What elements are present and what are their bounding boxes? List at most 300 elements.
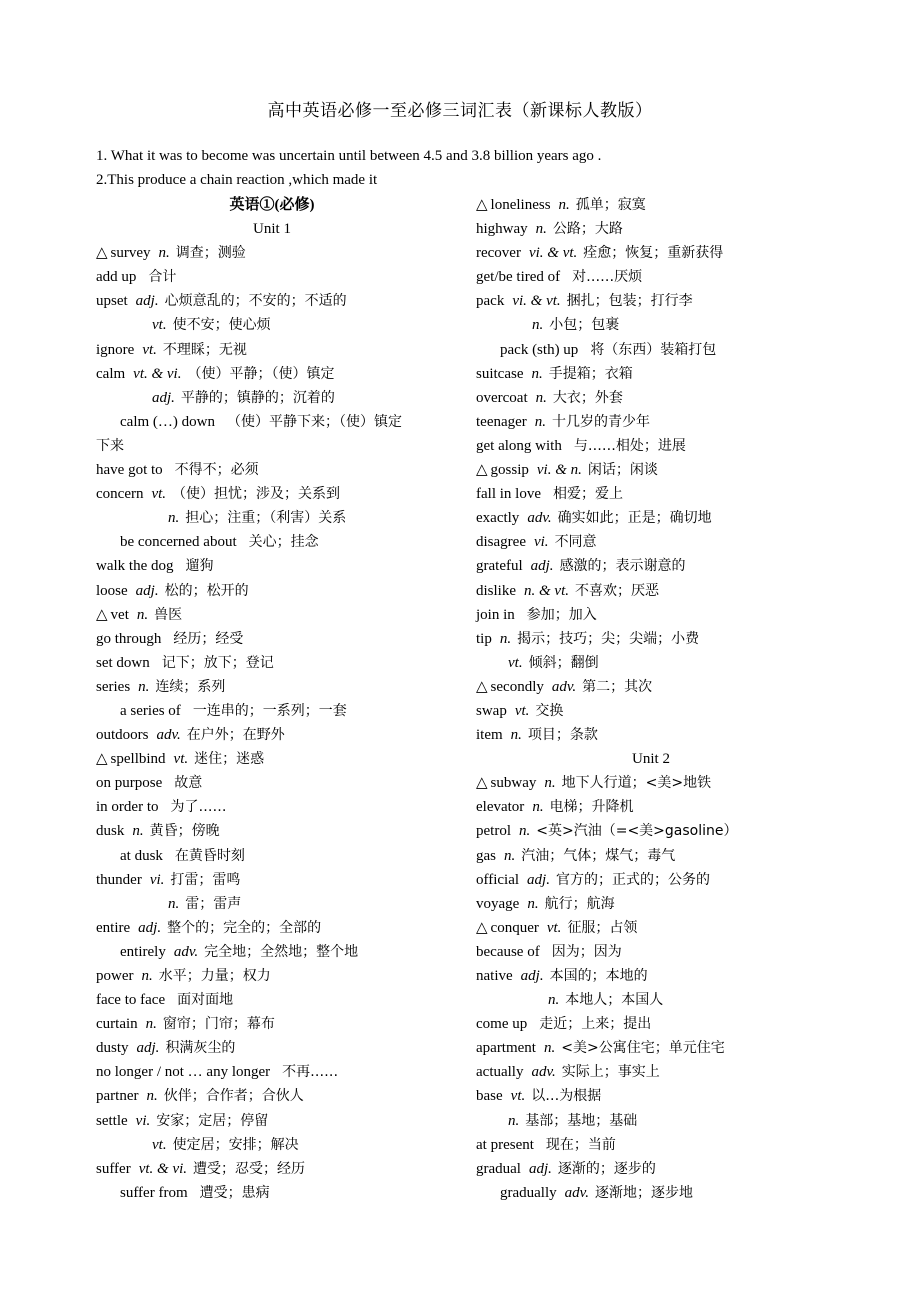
entry-definition: 对……厌烦 (572, 269, 643, 286)
triangle-mark-icon: △ (476, 775, 488, 792)
entry-definition: 松的；松开的 (164, 582, 249, 599)
vocab-entry (96, 916, 448, 940)
entry-word: dusty (96, 1040, 129, 1057)
entry-definition: <美>公寓住宅；单元住宅 (561, 1040, 725, 1057)
entry-definition: 故意 (174, 775, 203, 792)
entry-definition: 窗帘；门帘；幕布 (162, 1016, 275, 1033)
part-of-speech: n. (519, 823, 531, 840)
entry-word: curtain (96, 1016, 138, 1033)
entry-word: base (476, 1088, 503, 1105)
vocab-entry (476, 819, 826, 843)
part-of-speech: vi. & n. (536, 462, 582, 479)
part-of-speech: adj. (520, 968, 544, 984)
part-of-speech: adj. (135, 293, 159, 310)
vocab-entry (96, 482, 448, 506)
vocab-entry (476, 844, 826, 868)
entry-definition: （使）担忧；涉及；关系到 (172, 486, 341, 503)
vocab-entry (476, 289, 826, 313)
entry-definition: 一连串的；一系列；一套 (192, 702, 347, 719)
vocab-entry (476, 868, 826, 892)
vocab-entry (476, 651, 826, 675)
vocab-entry (96, 892, 448, 916)
part-of-speech: n. (132, 823, 144, 840)
part-of-speech: adj. (136, 1040, 160, 1057)
entry-word: pack (sth) up (500, 341, 579, 358)
part-of-speech: adj. (528, 1160, 552, 1177)
entry-definition: 担心；注重；（利害）关系 (185, 510, 347, 527)
vocab-entry (96, 434, 448, 458)
entry-word: grateful (476, 558, 523, 575)
part-of-speech: n. (534, 413, 547, 430)
vocab-entry (476, 579, 826, 603)
entry-definition: 将（东西）装箱打包 (590, 341, 717, 358)
entry-word: get/be tired of (476, 269, 561, 286)
entry-definition: 本国的；本地的 (549, 968, 648, 984)
entry-word: official (476, 871, 520, 888)
entry-word: overcoat (476, 389, 528, 406)
entry-word: settle (96, 1112, 128, 1129)
entry-word: gossip (490, 462, 529, 479)
vocab-entry (476, 386, 826, 410)
entry-definition: 相爱；爱上 (552, 486, 623, 503)
entry-word: exactly (476, 510, 520, 527)
entry-definition: 遛狗 (185, 558, 214, 575)
vocab-entry (476, 313, 826, 337)
page-title: 高中英语必修一至必修三词汇表（新课标人教版） (267, 101, 653, 121)
entry-word: ignore (96, 341, 135, 358)
entry-word: set down (96, 654, 150, 671)
vocab-entry (96, 603, 448, 627)
triangle-mark-icon: △ (96, 245, 108, 262)
part-of-speech: n. (138, 678, 150, 695)
entry-definition: 心烦意乱的；不安的；不适的 (164, 293, 347, 310)
vocab-entry (96, 771, 448, 795)
entry-definition: 揭示；技巧；尖；尖端；小费 (517, 630, 700, 647)
entry-definition: 下来 (96, 437, 124, 454)
triangle-mark-icon: △ (476, 462, 488, 479)
entry-definition: 本地人；本国人 (565, 992, 664, 1009)
vocab-entry (476, 675, 826, 699)
entry-definition: 闲话；闲谈 (587, 462, 658, 479)
entry-word: calm (…) down (120, 413, 215, 430)
entry-word: native (476, 968, 513, 984)
entry-word: face to face (96, 992, 166, 1009)
entry-definition: 参加；加入 (526, 606, 597, 623)
entry-word: gas (476, 847, 496, 864)
entry-word: no longer / not … any longer (96, 1064, 271, 1081)
entry-word: conquer (490, 919, 539, 936)
part-of-speech: vi. & vt. (512, 293, 561, 310)
entry-word: loose (96, 582, 128, 599)
part-of-speech: vt. (151, 486, 167, 503)
vocab-entry (476, 1133, 826, 1157)
vocab-entry (476, 1181, 826, 1205)
entry-word: partner (96, 1088, 139, 1105)
entry-word: highway (476, 221, 528, 238)
vocab-entry (96, 530, 448, 554)
entry-word: at dusk (120, 847, 163, 864)
entry-word: pack (476, 293, 505, 310)
entry-definition: 公路；大路 (552, 221, 623, 238)
triangle-mark-icon: △ (476, 197, 488, 213)
entry-definition: 实际上；事实上 (561, 1064, 660, 1081)
vocab-entry (96, 795, 448, 819)
entry-definition: 经历；经受 (173, 630, 244, 647)
entry-word: survey (110, 245, 151, 262)
vocab-entry (476, 1084, 826, 1108)
vocab-entry (96, 868, 448, 892)
entry-word: suffer from (120, 1184, 188, 1201)
entry-word: walk the dog (96, 558, 174, 575)
entry-definition: 因为；因为 (551, 943, 622, 960)
entry-word: swap (476, 702, 507, 719)
entry-definition: 交换 (535, 702, 564, 719)
entry-word: upset (96, 293, 128, 310)
entry-word: series (96, 678, 131, 695)
entry-definition: （使）平静下来；（使）镇定 (226, 413, 402, 430)
intro-line-1: 1. What it was to become was uncertain until between 4.5 and 3.8 billion years ago . (96, 148, 602, 164)
entry-word: in order to (96, 799, 159, 816)
part-of-speech: n. (543, 1040, 556, 1057)
entry-definition: 积满灰尘的 (165, 1040, 236, 1057)
vocab-entry (476, 723, 826, 747)
part-of-speech: vt. & vi. (133, 365, 182, 382)
vocab-entry (476, 554, 826, 578)
entry-definition: 手提箱；衣箱 (548, 365, 633, 382)
part-of-speech: vt. (546, 919, 562, 936)
triangle-mark-icon: △ (96, 751, 108, 768)
entry-word: teenager (476, 413, 527, 430)
part-of-speech: n. (535, 221, 547, 238)
vocab-entry (476, 771, 826, 795)
entry-word: a series of (120, 702, 181, 719)
vocab-entry (96, 289, 448, 313)
entry-definition: 水平；力量；权力 (158, 968, 271, 984)
entry-word: dusk (96, 823, 125, 840)
vocab-entry (476, 217, 826, 241)
entry-definition: 痊愈；恢复；重新获得 (583, 245, 724, 262)
entry-definition: 与……相处；进展 (573, 437, 686, 454)
entry-definition: 感激的；表示谢意的 (559, 558, 686, 575)
part-of-speech: vt. (152, 317, 167, 334)
entry-definition: 在户外；在野外 (186, 727, 285, 744)
entry-word: dislike (476, 582, 516, 599)
entry-word: entirely (120, 943, 166, 960)
vocab-entry (96, 506, 448, 530)
part-of-speech: n. (548, 992, 560, 1009)
entry-definition: 黄昏；傍晚 (149, 823, 220, 840)
vocab-entry (96, 819, 448, 843)
part-of-speech: adj. (530, 558, 554, 575)
vocab-entry (96, 1133, 448, 1157)
part-of-speech: adv. (527, 510, 552, 527)
entry-word: apartment (476, 1040, 536, 1057)
entry-definition: 遭受；忍受；经历 (193, 1160, 306, 1177)
part-of-speech: adj. (152, 389, 175, 406)
part-of-speech: n. (527, 895, 539, 912)
entry-definition: 确实如此；正是；确切地 (557, 510, 712, 527)
entry-definition: 官方的；正式的；公务的 (555, 871, 710, 888)
part-of-speech: n. (504, 847, 516, 864)
part-of-speech: vt. (142, 341, 157, 358)
vocab-entry (476, 265, 826, 289)
part-of-speech: adj. (138, 919, 162, 936)
entry-word: on purpose (96, 775, 163, 792)
entry-definition: 安家；定居；停留 (156, 1112, 269, 1129)
unit-heading-2: Unit 2 (632, 751, 670, 768)
entry-definition: 第二；其次 (582, 678, 653, 695)
entry-definition: 在黄昏时刻 (174, 847, 245, 864)
part-of-speech: n. (508, 1112, 520, 1129)
entry-definition: 地下人行道；<美>地铁 (561, 775, 712, 792)
entry-definition: 兽医 (154, 606, 183, 623)
vocab-entry (476, 795, 826, 819)
entry-definition: 走近；上来；提出 (539, 1016, 652, 1033)
part-of-speech: n. (535, 389, 547, 406)
part-of-speech: vt. & vi. (138, 1160, 188, 1177)
entry-word: go through (96, 630, 162, 647)
entry-word: spellbind (110, 751, 166, 768)
vocab-entry (96, 579, 448, 603)
vocab-entry (476, 1036, 826, 1060)
entry-word: tip (476, 630, 492, 647)
entry-definition: 使定居；安排；解决 (172, 1136, 299, 1153)
entry-definition: 基部；基地；基础 (525, 1112, 638, 1129)
entry-definition: 为了…… (170, 799, 227, 816)
part-of-speech: n. (168, 510, 180, 527)
entry-word: subway (490, 775, 537, 792)
entry-word: concern (96, 486, 144, 503)
vocab-entry (96, 1060, 448, 1084)
entry-definition: 逐渐的；逐步的 (557, 1160, 656, 1177)
part-of-speech: n. (532, 317, 544, 334)
triangle-mark-icon: △ (476, 678, 488, 695)
vocab-entry (476, 892, 826, 916)
vocab-entry (96, 1036, 448, 1060)
intro-line-2: 2.This produce a chain reaction ,which made it (96, 172, 378, 188)
entry-definition: 整个的；完全的；全部的 (167, 919, 322, 936)
entry-definition: 现在；当前 (545, 1136, 616, 1153)
vocab-entry (96, 1109, 448, 1133)
entry-word: thunder (96, 871, 142, 888)
vocab-entry (96, 241, 448, 265)
part-of-speech: vt. (514, 702, 530, 719)
part-of-speech: n. (146, 1088, 158, 1105)
part-of-speech: adv. (173, 943, 199, 960)
entry-definition: <英>汽油（=<美>gasoline） (536, 823, 738, 840)
entry-word: voyage (476, 895, 520, 912)
entry-word: because of (476, 943, 540, 960)
entry-word: secondly (490, 678, 544, 695)
entry-word: suffer (96, 1160, 131, 1177)
vocab-entry (476, 338, 826, 362)
entry-word: fall in love (476, 486, 541, 503)
part-of-speech: adv. (551, 678, 577, 695)
entry-definition: 不同意 (554, 534, 597, 551)
vocab-entry (476, 530, 826, 554)
entry-word: be concerned about (120, 534, 237, 551)
entry-word: petrol (476, 823, 511, 840)
entry-definition: 使不安；使心烦 (172, 317, 271, 334)
entry-definition: 不喜欢；厌恶 (575, 582, 659, 599)
vocab-entry (96, 1181, 448, 1205)
part-of-speech: n. (141, 968, 153, 984)
book-heading: 英语①(必修) (229, 197, 315, 213)
vocab-entry (96, 747, 448, 771)
entry-word: calm (96, 365, 126, 382)
vocab-entry (96, 362, 448, 386)
vocab-entry (476, 193, 826, 217)
entry-word: entire (96, 919, 131, 936)
triangle-mark-icon: △ (476, 919, 488, 936)
entry-word: gradual (476, 1160, 521, 1177)
vocab-entry (476, 458, 826, 482)
part-of-speech: vt. (508, 654, 523, 671)
entry-word: have got to (96, 462, 163, 479)
entry-word: recover (476, 245, 521, 262)
triangle-mark-icon: △ (96, 606, 108, 623)
part-of-speech: vt. (152, 1136, 167, 1153)
vocab-entry (476, 940, 826, 964)
vocab-entry (476, 362, 826, 386)
entry-definition: 迷住；迷惑 (194, 751, 265, 768)
entry-definition: 不得不；必须 (174, 462, 259, 479)
entry-word: at present (476, 1136, 534, 1153)
entry-definition: 以…为根据 (531, 1088, 602, 1105)
part-of-speech: vi. (533, 534, 549, 551)
part-of-speech: vi. (149, 871, 165, 888)
vocab-entry (96, 723, 448, 747)
part-of-speech: n. (531, 365, 543, 382)
vocab-entry (96, 458, 448, 482)
entry-word: gradually (500, 1184, 557, 1201)
entry-definition: 电梯；升降机 (549, 799, 634, 816)
entry-definition: 捆扎；包装；打行李 (566, 293, 693, 310)
vocab-entry (96, 410, 448, 434)
part-of-speech: vi. (135, 1112, 151, 1129)
vocab-entry (96, 988, 448, 1012)
entry-definition: 打雷；雷鸣 (170, 871, 241, 888)
vocab-entry (476, 964, 826, 988)
entry-word: disagree (476, 534, 526, 551)
entry-definition: 雷；雷声 (185, 895, 242, 912)
vocab-entry (476, 627, 826, 651)
vocab-entry (476, 603, 826, 627)
entry-definition: 完全地；全然地；整个地 (204, 943, 359, 960)
part-of-speech: n. (158, 245, 170, 262)
entry-word: join in (476, 606, 515, 623)
vocab-entry (96, 940, 448, 964)
part-of-speech: n. (558, 197, 570, 213)
entry-definition: 逐渐地；逐步地 (594, 1184, 693, 1201)
entry-definition: 不再…… (282, 1064, 339, 1081)
vocab-entry (96, 699, 448, 723)
vocab-entry (96, 964, 448, 988)
entry-definition: 十几岁的青少年 (552, 413, 651, 430)
vocab-entry (476, 988, 826, 1012)
vocab-entry (476, 410, 826, 434)
entry-word: come up (476, 1016, 528, 1033)
vocab-entry (96, 1157, 448, 1181)
part-of-speech: vi. & vt. (528, 245, 578, 262)
vocab-entry (96, 1012, 448, 1036)
right-column (476, 193, 826, 1205)
entry-definition: 记下；放下；登记 (161, 654, 274, 671)
entry-definition: 航行；航海 (544, 895, 615, 912)
vocab-entry (476, 434, 826, 458)
vocab-entry (476, 916, 826, 940)
vocab-entry (476, 506, 826, 530)
part-of-speech: adj. (527, 871, 550, 888)
entry-definition: 平静的；镇静的；沉着的 (180, 389, 335, 406)
part-of-speech: n. & vt. (524, 582, 569, 599)
left-column (96, 193, 448, 1205)
vocab-entry (476, 1109, 826, 1133)
part-of-speech: n. (168, 895, 180, 912)
entry-word: vet (110, 606, 129, 623)
entry-definition: 调查；测验 (175, 245, 246, 262)
entry-definition: （使）平静；（使）镇定 (187, 365, 335, 382)
entry-definition: 汽油；气体；煤气；毒气 (521, 847, 676, 864)
entry-definition: 合计 (148, 269, 177, 286)
entry-word: suitcase (476, 365, 524, 382)
vocab-entry (476, 482, 826, 506)
vocab-entry (476, 699, 826, 723)
entry-definition: 小包；包裹 (549, 317, 620, 334)
part-of-speech: adj. (135, 582, 159, 599)
vocab-entry (96, 265, 448, 289)
entry-word: outdoors (96, 727, 149, 744)
entry-definition: 伙伴；合作者；合伙人 (163, 1088, 304, 1105)
unit-heading-1: Unit 1 (253, 221, 291, 238)
vocab-entry (96, 313, 448, 337)
entry-definition: 孤单；寂寞 (575, 197, 646, 213)
vocab-entry (96, 627, 448, 651)
part-of-speech: adv. (156, 727, 181, 744)
entry-definition: 项目；条款 (527, 727, 598, 744)
entry-word: loneliness (490, 197, 551, 213)
entry-word: add up (96, 269, 137, 286)
entry-word: item (476, 727, 503, 744)
vocab-entry (476, 1012, 826, 1036)
entry-definition: 征服；占领 (567, 919, 638, 936)
part-of-speech: n. (499, 630, 512, 647)
part-of-speech: n. (136, 606, 149, 623)
vocab-entry (96, 554, 448, 578)
part-of-speech: n. (145, 1016, 157, 1033)
entry-word: elevator (476, 799, 525, 816)
entry-word: get along with (476, 437, 562, 454)
vocab-entry (476, 1060, 826, 1084)
vocab-entry (96, 386, 448, 410)
entry-definition: 连续；系列 (155, 678, 226, 695)
entry-word: actually (476, 1064, 524, 1081)
vocab-entry (96, 675, 448, 699)
vocab-entry (96, 1084, 448, 1108)
part-of-speech: adv. (531, 1064, 556, 1081)
entry-definition: 关心；挂念 (248, 534, 319, 551)
entry-definition: 遭受；患病 (199, 1184, 270, 1201)
vocab-entry (476, 1157, 826, 1181)
entry-definition: 面对面地 (177, 992, 234, 1009)
part-of-speech: n. (510, 727, 522, 744)
part-of-speech: adv. (564, 1184, 589, 1201)
entry-definition: 不理睬；无视 (162, 341, 247, 358)
entry-word: power (96, 968, 134, 984)
vocab-entry (96, 651, 448, 675)
part-of-speech: n. (532, 799, 544, 816)
part-of-speech: vt. (510, 1088, 526, 1105)
